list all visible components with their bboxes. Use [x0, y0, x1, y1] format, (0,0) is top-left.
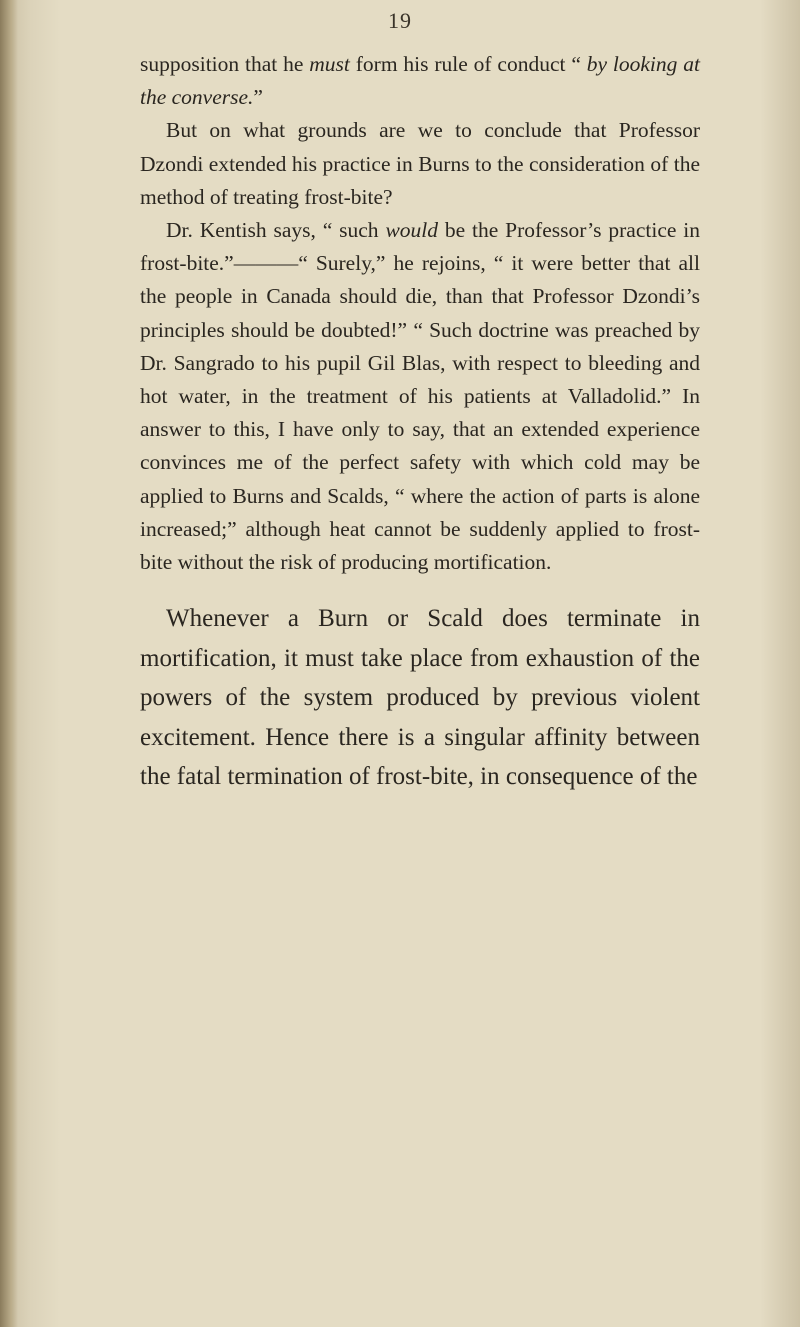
- body-text: [140, 48, 700, 797]
- paragraph-4: Whenever a Burn or Scald does terminate in mortification, it must take place from exhaustion of the powers of the system produced by previous violent excitement. Hence there is a singular affinity between the fatal termination of frost-bite, in consequence of the: [140, 605, 700, 791]
- paragraph-1: supposition that he must form his rule of conduct “ by looking at the converse.”: [140, 52, 700, 110]
- italic-phrase: by looking at the converse.: [140, 52, 700, 110]
- paragraph-2: But on what grounds are we to conclude that Professor Dzondi extended his practice in Burns to the consideration of the method of treating frost-bite?: [140, 118, 700, 209]
- paragraph-3: Dr. Kentish says, “ such would be the Professor’s practice in frost-bite.”———“ Surely,” he rejoins, “ it were better that all the people in Canada should die, than that Professor Dzondi’s principles should be doubted!” “ Such doctrine was preached by Dr. Sangrado to his pupil Gil Blas, with respect to bleeding and hot water, in the treatment of his patients at Valladolid.” In answer to this, I have only to say, that an extended experience convinces me of the perfect safety with which cold may be applied to Burns and Scalds, “ where the action of parts is alone increased;” although heat cannot be suddenly applied to frost-bite without the risk of producing mortification.: [140, 218, 700, 575]
- page-number: 19: [388, 8, 412, 33]
- italic-phrase: would: [385, 218, 439, 243]
- page-gutter-shadow: [0, 0, 18, 1327]
- italic-phrase: must: [309, 52, 350, 76]
